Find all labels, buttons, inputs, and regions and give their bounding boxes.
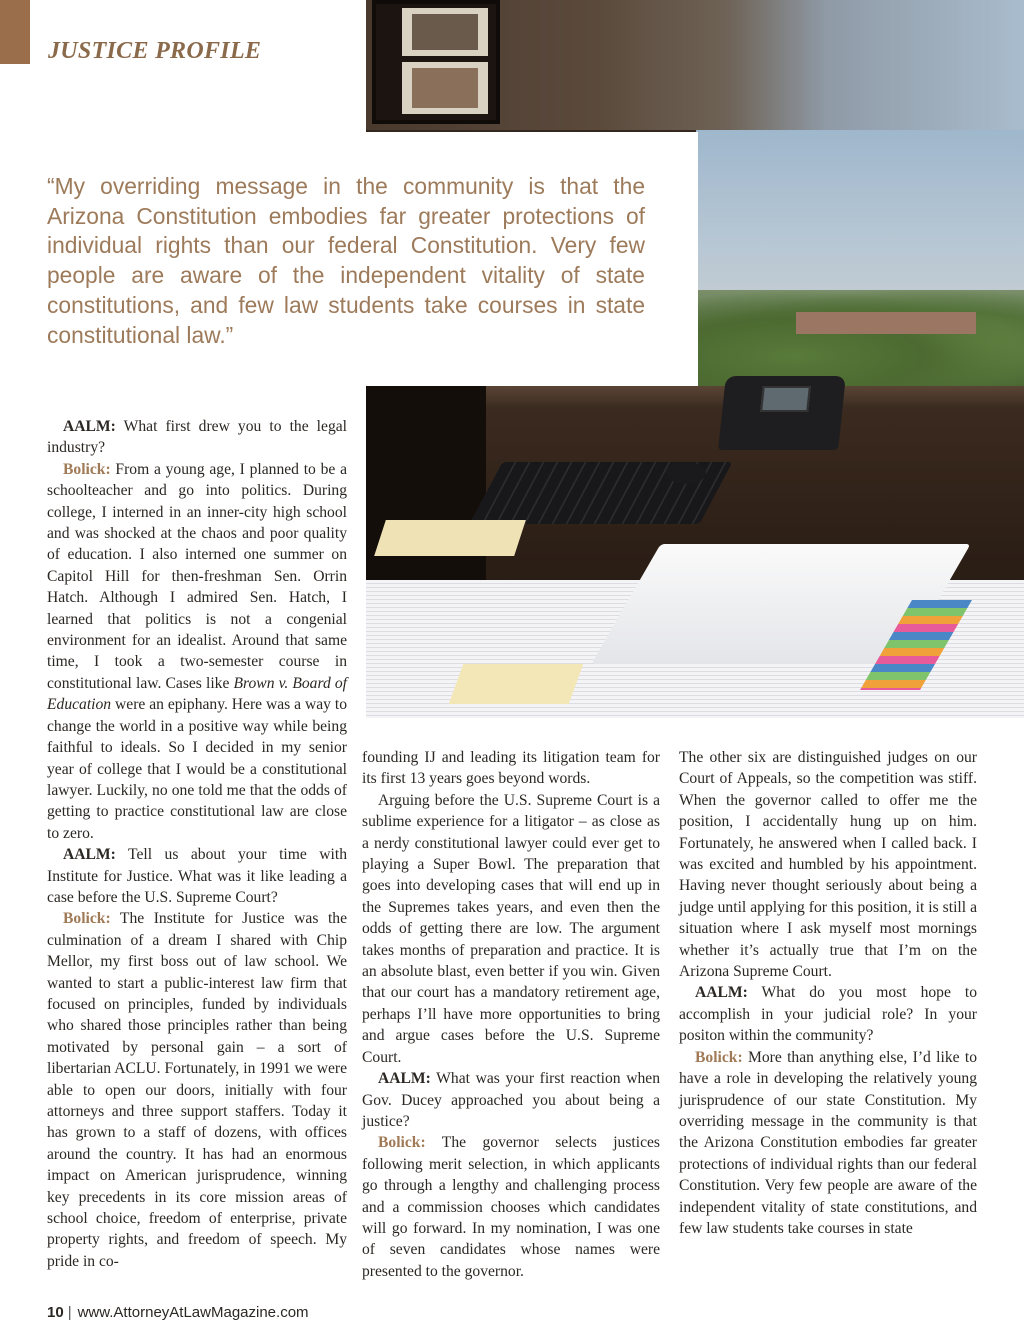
answer-text: More than anything else, I’d like to have a role in developing the relatively young jurisprudence of our state Constitution. My overriding message in the community is that the Arizona Constitution embodies far greater protections of individual rights than our federal Constitution. Very few people are aware of the independent vitality of state constitutions, and few law students take courses in state [679, 1048, 977, 1237]
question-4 [679, 982, 977, 1046]
answer-label: Bolick: [63, 910, 111, 928]
article-column-2 [362, 747, 660, 1282]
answer-label: Bolick: [63, 460, 111, 478]
answer-text: were an epiphany. Here was a way to change the world in a positive way while being faithful to ideals. So I decided in my senior year of college that I would be a constitutional lawyer. Luckily, no one told me that the odds of getting to practice constitutional law are close to zero. [47, 696, 347, 842]
question-1 [47, 416, 347, 459]
question-text: What first drew you to the legal industry? [47, 418, 347, 457]
answer-2 [47, 908, 347, 1272]
page-number: 10 [47, 1304, 64, 1321]
question-label: AALM: [695, 984, 748, 1002]
answer-2-paragraph-2: Arguing before the U.S. Supreme Court is a sublime experience for a litigator – as close as a nerdy constitutional lawyer could ever get to playing a Super Bowl. The preparation that goes into developing cases that will end up in the Supremes takes years, and even then the odds of getting there are low. The argument takes months of preparation and practice. It is an absolute blast, even better if you win. Given that our court has a mandatory retirement age, perhaps I’ll have more opportunities to bring and argue cases before the U.S. Supreme Court. [362, 791, 660, 1066]
question-text: What was your first reaction when Gov. Ducey approached you about being a justice? [362, 1070, 660, 1130]
answer-2-continued: founding IJ and leading its litigation team for its first 13 years goes beyond words. [362, 749, 660, 788]
question-label: AALM: [378, 1070, 431, 1088]
question-3 [362, 1068, 660, 1132]
answer-4 [679, 1047, 977, 1240]
question-label: AALM: [63, 418, 116, 435]
pull-quote: “My overriding message in the community is that the Arizona Constitution embodies far greater protections of individual rights than our federal Constitution. Very few people are aware of the independent vitality of state constitutions, and few law students take courses in state constitutional law.” [47, 173, 645, 348]
answer-1 [47, 459, 347, 844]
answer-3-continued: The other six are distinguished judges on our Court of Appeals, so the competition was stiff. When the governor called to offer me the position, I accidentally hung up on him. Fortunately, he answered when I called back. I was excited and humbled by his appointment. Having never thought seriously about being a judge until applying for this position, it is still a situation where I ask myself most mornings whether it’s actually true that I’m on the Arizona Supreme Court. [679, 749, 977, 981]
section-title: JUSTICE PROFILE [48, 38, 262, 64]
answer-label: Bolick: [378, 1134, 426, 1152]
page-footer [47, 1304, 309, 1321]
section-tab [0, 0, 30, 64]
article-column-1 [47, 416, 347, 1272]
question-2 [47, 844, 347, 908]
answer-text: The governor selects justices following merit selection, in which applicants go through a lengthy and challenging process and a commission chooses which candidates will go forward. In my nomination, I was one of seven candidates whose names were presented to the governor. [362, 1134, 660, 1280]
question-label: AALM: [63, 846, 116, 864]
answer-text: From a young age, I planned to be a schoolteacher and go into politics. During college, I interned in an inner-city high school and was shocked at the chaos and poor quality of education. I also interned one summer on Capitol Hill for then-freshman Sen. Orrin Hatch. Although I admired Sen. Hatch, I learned that politics is not a congenial environment for an idealist. Around that same time, I took a two-semester course in constitutional law. Cases like [47, 460, 347, 692]
site-link[interactable]: www.AttorneyAtLawMagazine.com [77, 1304, 309, 1321]
article-column-3 [679, 747, 977, 1239]
question-text: Tell us about your time with Institute for Justice. What was it like leading a case before the U.S. Supreme Court? [47, 846, 347, 906]
answer-3 [362, 1132, 660, 1282]
question-text: What do you most hope to accomplish in your judicial role? In your positon within the community? [679, 984, 977, 1045]
answer-text: The Institute for Justice was the culmination of a dream I shared with Chip Mellor, my first boss out of law school. We wanted to start a public-interest law firm that focused on principles, funded by individuals who shared those principles rather than being motivated by personal gain – a sort of libertarian ACLU. Fortunately, in 1991 we were able to open our doors, initially with four attorneys and three support staffers. Today it has grown to a staff of dozens, with offices around the country. It has had an enormous impact on American jurisprudence, winning key precedents in its core mission areas of school choice, freedom of enterprise, private property rights, and freedom of speech. My pride in co- [47, 910, 347, 1270]
answer-label: Bolick: [695, 1048, 743, 1066]
footer-separator: | [67, 1304, 72, 1321]
case-name: Brown v. Board of Education [47, 674, 348, 714]
